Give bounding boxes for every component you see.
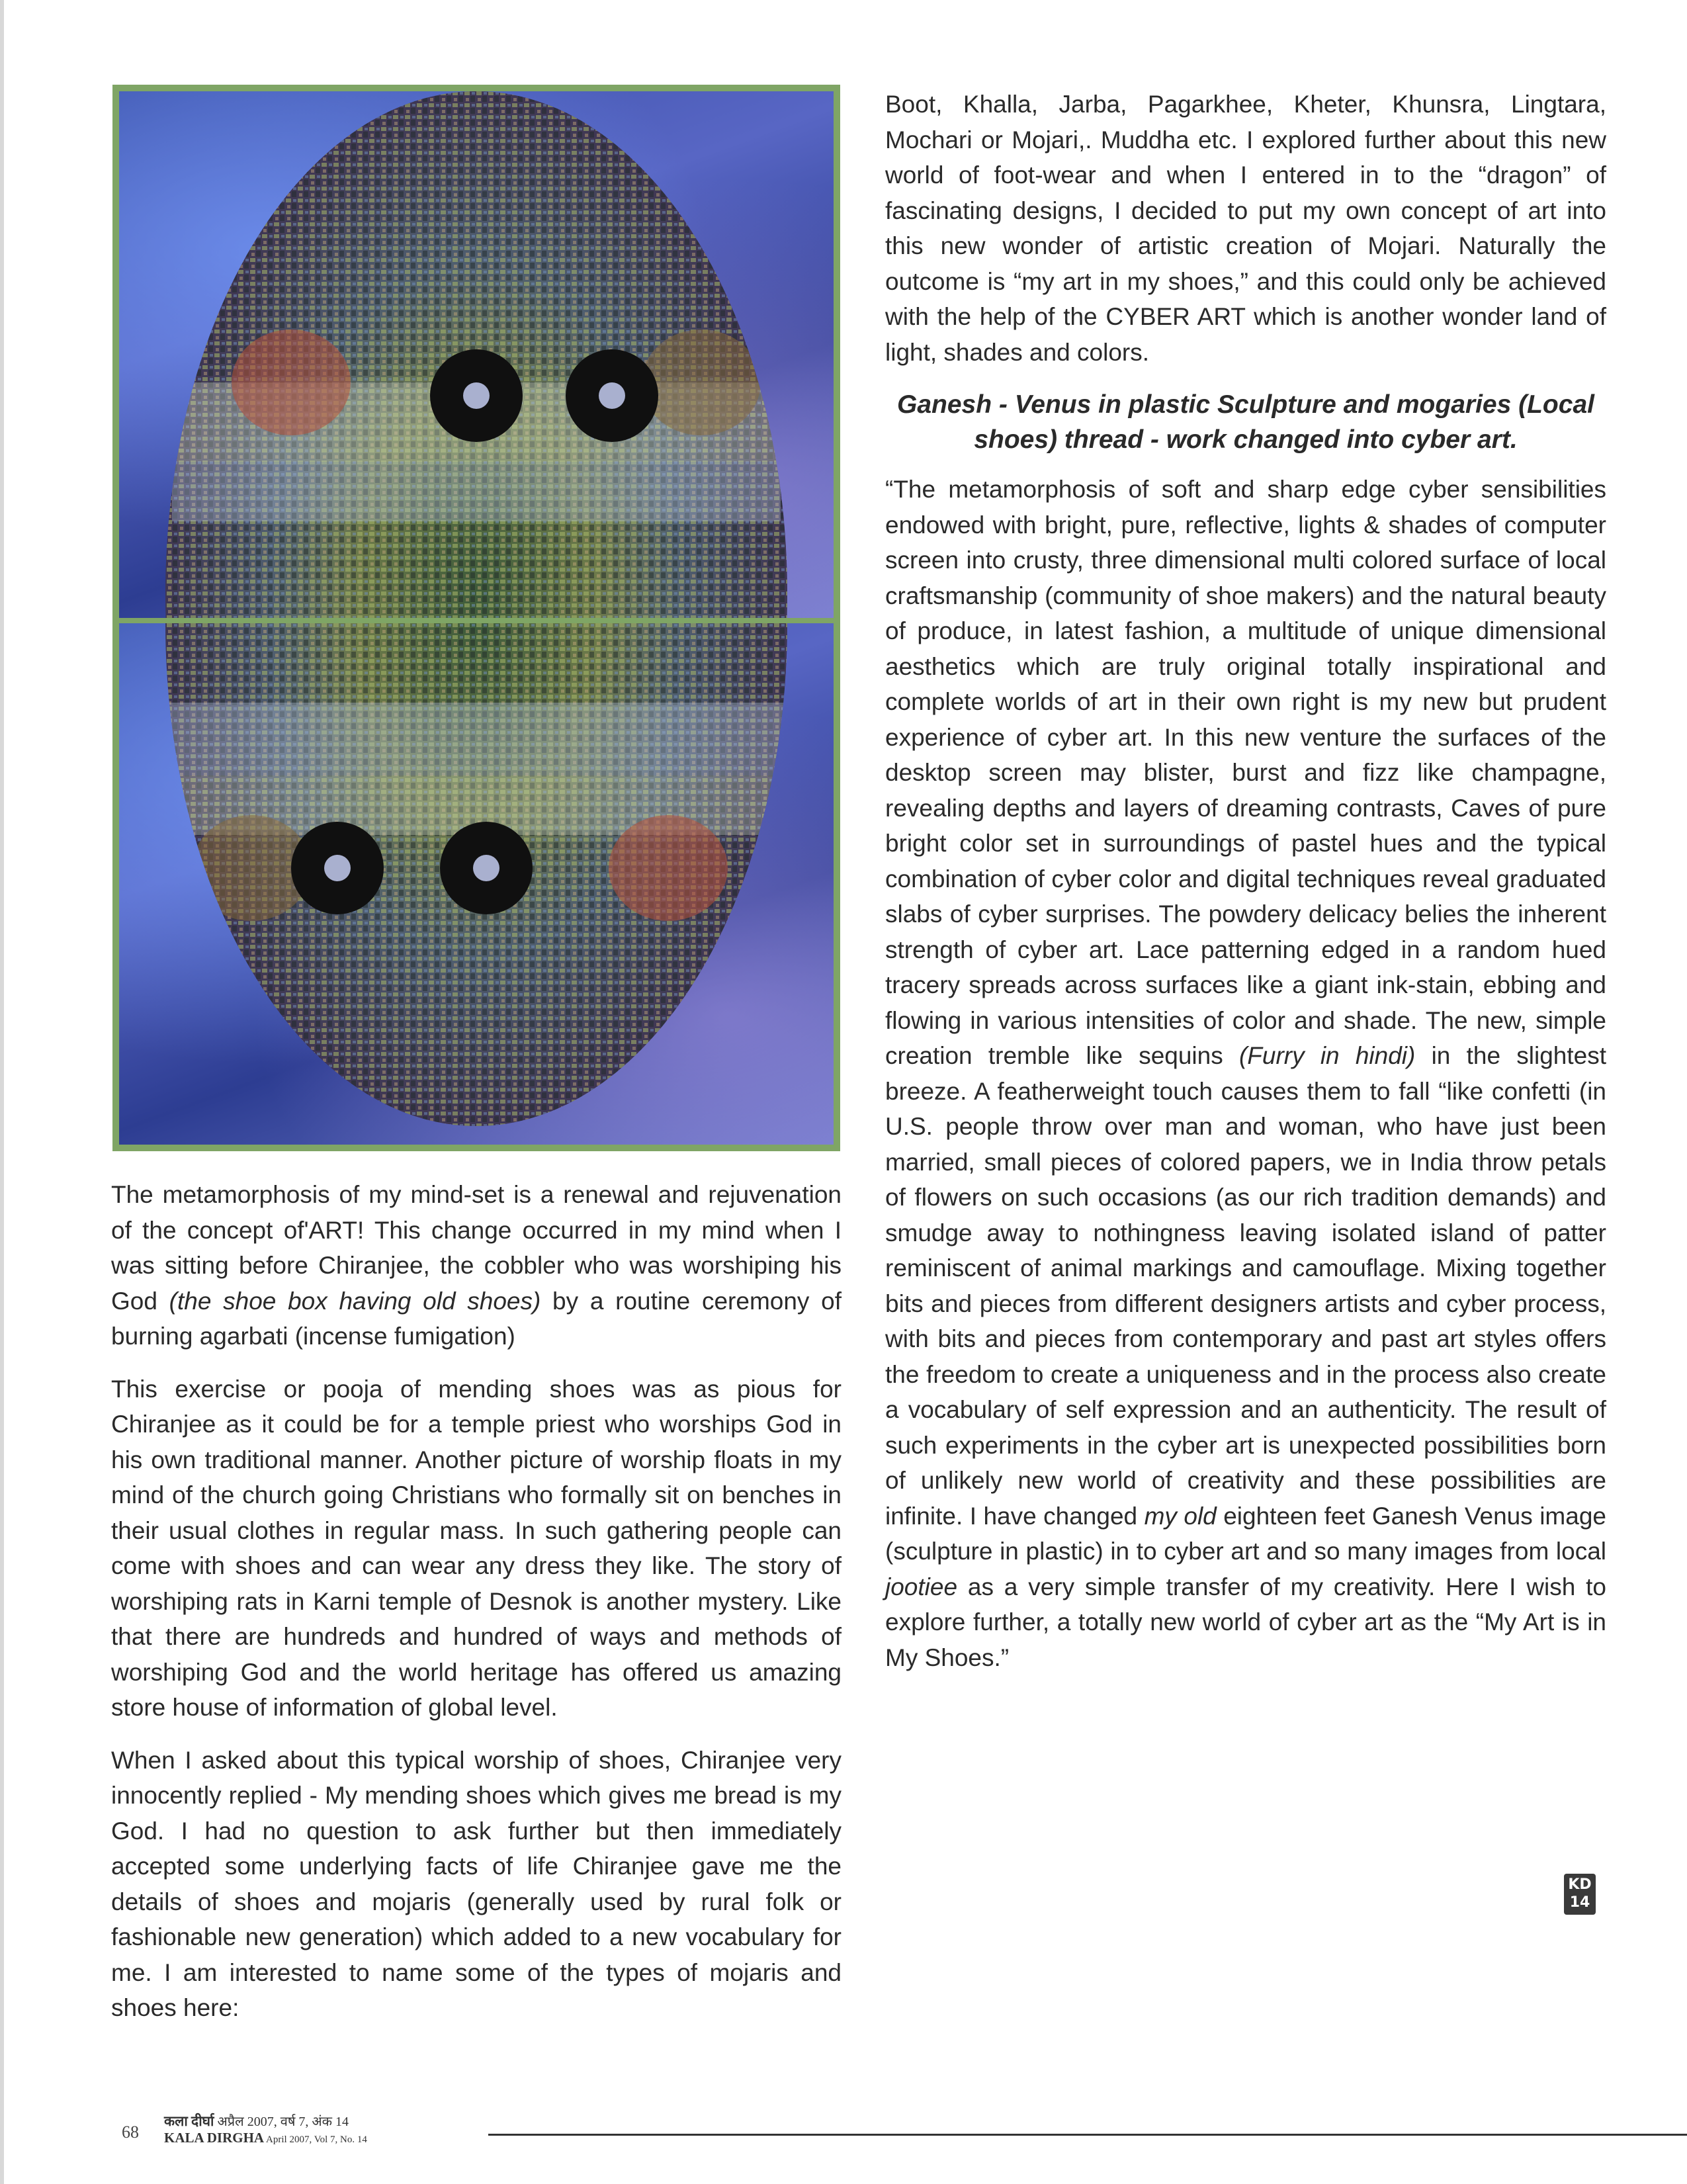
page-footer xyxy=(111,2112,1600,2152)
english-title: KALA DIRGHA xyxy=(164,2130,265,2146)
text-run: eighteen feet Ganesh Venus image (sculpture in plastic) in to cyber art and so many images from local xyxy=(885,1502,1606,1565)
publication-line-hindi xyxy=(164,2113,367,2130)
cyber-art-image xyxy=(112,85,840,1151)
italic-text: (Furry in hindi) xyxy=(1238,1042,1416,1069)
text-run: “The metamorphosis of soft and sharp edge cyber sensibilities endowed with bright, pure, reflective, lights & shades of computer screen into crusty, three dimensional multi colored surface of local craftsmanship (community of shoe makers) and the natural beauty of produce, in latest fashion, a multitude of unique dimensional aesthetics which are truly original totally inspirational and complete worlds of art in their own right is my new but prudent experience of cyber art. In this new venture the surfaces of the desktop screen may blister, burst and fizz like champagne, revealing depths and layers of dreaming contrasts, Caves of pure bright color set in surroundings of pastel hues and the typical combination of cyber color and digital techniques reveal graduated slabs of cyber surprises. The powdery delicacy belies the inherent strength of cyber art. Lace patterning edged in a random hued tracery spreads across surfaces like a giant ink-stain, ebbing and flowing in various intensities of color and shade. The new, simple creation tremble like sequins xyxy=(885,476,1606,1069)
italic-text: jootiee xyxy=(885,1573,958,1600)
hindi-details: अप्रैल 2007, वर्ष 7, अंक 14 xyxy=(217,2115,349,2129)
page-number: 68 xyxy=(122,2122,139,2142)
section-heading: Ganesh - Venus in plastic Sculpture and mogaries (Local shoes) thread - work changed into cyber art. xyxy=(897,390,1594,454)
italic-text: (the shoe box having old shoes) xyxy=(169,1287,541,1315)
text-run: by a routine ceremony of burning agarbati (incense fumigation) xyxy=(111,1287,842,1350)
badge-line-1: KD xyxy=(1568,1876,1592,1893)
right-paragraph-1: Boot, Khalla, Jarba, Pagarkhee, Kheter, Khunsra, Lingtara, Mochari or Mojari,. Muddha etc. I explored further about this new world of foot-wear and when I entered in to the “dragon” of fascinating designs, I decided to put my own concept of art into this new wonder of artistic creation of Mojari. Naturally the outcome is “my art in my shoes,” and this could only be achieved with the help of the CYBER ART which is another wonder land of light, shades and colors. xyxy=(885,91,1606,366)
publication-line-english xyxy=(164,2130,367,2148)
text-run: The metamorphosis of my mind-set is a renewal and rejuvenation of the concept of'ART! This change occurred in my mind when I was sitting before Chiranjee, the cobbler who was worshiping his God xyxy=(111,1181,842,1315)
hindi-title: कला दीर्घा xyxy=(164,2113,214,2129)
art-panel-bottom xyxy=(119,618,834,1145)
text-run: as a very simple transfer of my creativity. Here I wish to explore further, a totally new world of cyber art as the “My Art is in My Shoes.” xyxy=(885,1573,1606,1671)
left-paragraph-1 xyxy=(111,1177,842,1354)
english-details: April 2007, Vol 7, No. 14 xyxy=(266,2134,367,2145)
left-text-column xyxy=(111,1177,842,2043)
art-panel-top-graphic xyxy=(119,91,834,618)
right-text-column xyxy=(885,87,1606,1692)
left-paragraph-2: This exercise or pooja of mending shoes was as pious for Chiranjee as it could be for a temple priest who worships God in his own traditional manner. Another picture of worship floats in my mind of the church going Christians who formally sit on benches in their usual clothes in regular mass. In such gathering people can come with shoes and can wear any dress they like. The story of worshiping rats in Karni temple of Desnok is another mystery. Like that there are hundreds and hundred of ways and methods of worshiping God and the world heritage has offered us amazing store house of information of global level. xyxy=(111,1375,842,1721)
page-edge xyxy=(0,0,4,2184)
publication-info xyxy=(164,2113,367,2148)
footer-rule xyxy=(488,2134,1687,2136)
right-paragraph-2 xyxy=(885,472,1606,1675)
text-run: in the slightest breeze. A featherweight touch causes them to fall “like confetti (in U.S. people throw over man and woman, who have just been married, small pieces of colored papers, we in India throw petals of flowers on such occasions (as our rich tradition demands) and smudge away to nothingness leaving isolated island of patter reminiscent of animal markings and camouflage. Mixing together bits and pieces from different designers artists and cyber process, with bits and pieces from contemporary and past art styles offers the freedom to create a uniqueness and in the process also create a vocabulary of self expression and an authenticity. The result of such experiments in the cyber art is unexpected possibilities born of unlikely new world of creativity and these possibilities are infinite. I have changed xyxy=(885,1042,1606,1530)
art-panel-bottom-graphic xyxy=(119,623,834,1145)
italic-text: my old xyxy=(1144,1502,1217,1530)
end-mark-badge xyxy=(1564,1874,1596,1915)
left-paragraph-3: When I asked about this typical worship of shoes, Chiranjee very innocently replied - My mending shoes which gives me bread is my God. I had no question to ask further but then immediately accepted some underlying facts of life Chiranjee gave me the details of shoes and mojaris (generally used by rural folk or fashionable new generation) which added to a new vocabulary for me. I am interested to name some of the types of mojaris and shoes here: xyxy=(111,1746,842,2021)
badge-line-2: 14 xyxy=(1569,1894,1590,1911)
art-panel-top xyxy=(119,91,834,618)
